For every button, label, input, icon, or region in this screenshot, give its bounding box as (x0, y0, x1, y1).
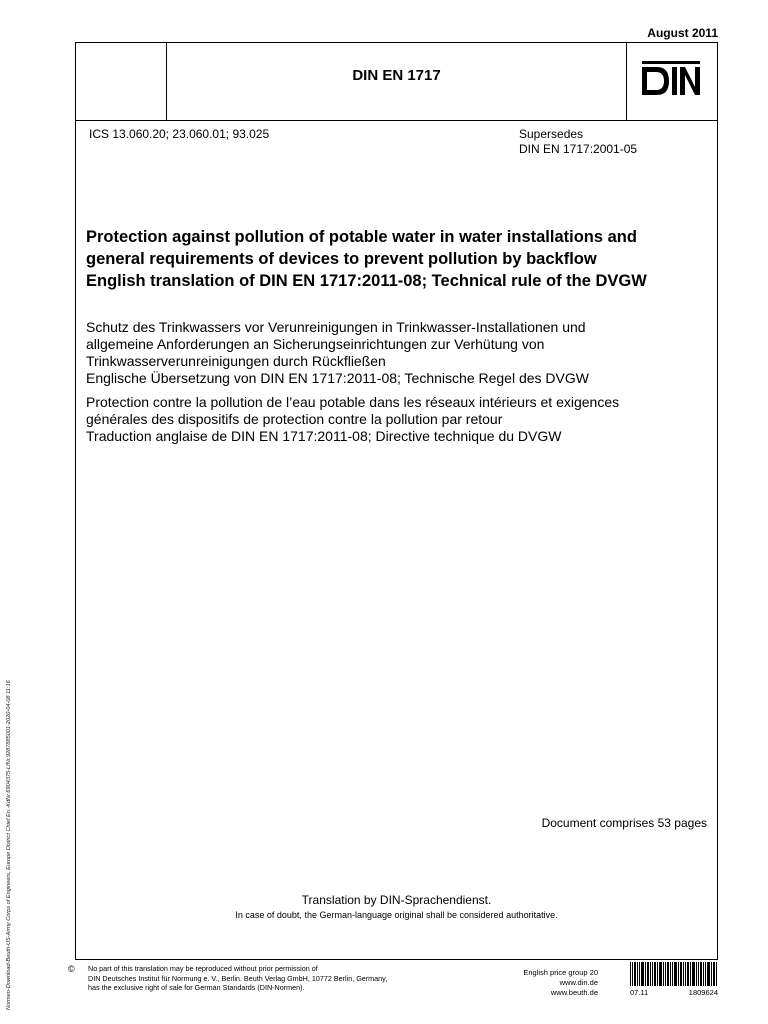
copyright-line: DIN Deutsches Institut für Normung e. V., Berlin. Beuth Verlag GmbH, 10772 Berlin, Germany, (88, 973, 388, 983)
din-logo-icon (639, 61, 703, 101)
barcode-code-number: 1809624 (688, 988, 718, 997)
barcode-numbers (630, 988, 718, 997)
english-title-line: English translation of DIN EN 1717:2011-08; Technical rule of the DVGW (86, 272, 647, 290)
supersedes-value: DIN EN 1717:2001-05 (519, 142, 638, 156)
french-title-line: générales des dispositifs de protection contre la pollution par retour (86, 411, 503, 427)
barcode-icon (630, 962, 718, 986)
authority-note: In case of doubt, the German-language original shall be considered authoritative. (235, 910, 558, 920)
header-left-cell (76, 43, 167, 120)
german-title (86, 319, 706, 387)
header-row (76, 43, 717, 121)
french-title-line: Protection contre la pollution de l’eau potable dans les réseaux intérieurs et exigences (86, 394, 620, 410)
cover-frame (75, 42, 718, 960)
barcode-code-date: 07.11 (630, 988, 649, 997)
standard-number: DIN EN 1717 (352, 67, 441, 84)
footer-divider (75, 959, 718, 960)
ics-codes: ICS 13.060.20; 23.060.01; 93.025 (89, 127, 270, 141)
page-count: Document comprises 53 pages (541, 816, 707, 830)
price-info (480, 968, 598, 998)
german-title-line: Schutz des Trinkwassers vor Verunreinigungen in Trinkwasser-Installationen und (86, 319, 586, 335)
english-title-line: Protection against pollution of potable water in water installations and (86, 228, 637, 246)
supersedes-block (519, 127, 637, 157)
header-logo-cell (626, 43, 717, 120)
english-title-line: general requirements of devices to prevent pollution by backflow (86, 250, 597, 268)
german-title-line: Trinkwasserverunreinigungen durch Rückfließen (86, 353, 386, 369)
german-title-line: Englische Übersetzung von DIN EN 1717:2011-08; Technische Regel des DVGW (86, 370, 589, 386)
copyright-line: has the exclusive right of sale for German Standards (DIN-Normen). (88, 983, 305, 992)
english-title (86, 226, 706, 292)
supersedes-label: Supersedes (519, 127, 584, 141)
publication-date: August 2011 (647, 26, 718, 40)
download-watermark: Normen-Download-Beuth-US-Army Corps of Engineers, Europe District Chief En.-KdNr.6904375-LfNr.9287885001-2020-04-08 11:16 (6, 680, 12, 1010)
copyright-line: No part of this translation may be reproduced without prior permission of (88, 964, 318, 973)
price-group: English price group 20 (523, 968, 598, 977)
din-url: www.din.de (559, 978, 598, 987)
french-title (86, 394, 706, 445)
german-title-line: allgemeine Anforderungen an Sicherungseinrichtungen zur Verhütung von (86, 336, 545, 352)
french-title-line: Traduction anglaise de DIN EN 1717:2011-08; Directive technique du DVGW (86, 428, 562, 444)
copyright-icon: © (68, 964, 75, 974)
beuth-url: www.beuth.de (550, 988, 598, 997)
translation-note: Translation by DIN-Sprachendienst. (301, 893, 492, 907)
copyright-notice (88, 964, 387, 993)
